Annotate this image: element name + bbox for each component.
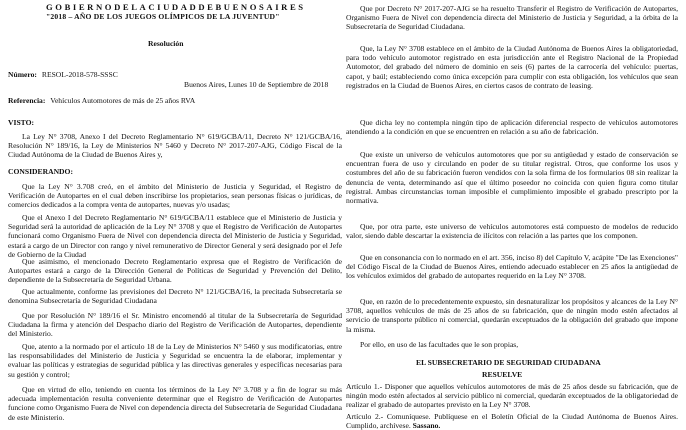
gobierno-heading: GOBIERNODELACIUDADDEBUENOSAIRES [46, 2, 306, 12]
articulo-2-text: Artículo 2.- Comuníquese. Publíquese en el Boletín Oficial de la Ciudad Autónoma de Buenos Aires. Cumplido, archívese. [346, 412, 678, 430]
numero-value: RESOL-2018-578-SSSC [41, 70, 118, 79]
considerando-paragraph: Que actualmente, conforme las previsiones del Decreto N° 121/GCBA/16, la precitada Subsecretaría se denomina Subsecretaría de Seguridad Ciudadana [8, 287, 342, 306]
place-date: Buenos Aires, Lunes 10 de Septiembre de 2018 [184, 80, 329, 89]
considerando-paragraph: Que en virtud de ello, teniendo en cuenta los términos de la Ley N° 3.708 y a fin de lograr su más adecuada implementación resulta conveniente determinar que el Registro de Verificación de Autopartes funcione como Organismo Fuera de Nivel con dependencia directa del Subsecretaría de Seguridad Ciudadana de este Ministerio. [8, 385, 342, 422]
considerando-paragraph: Que el Anexo I del Decreto Reglamentario N° 619/GCBA/11 establece que el Ministerio de Justicia y Seguridad será la autoridad de aplicación de la Ley N° 3708 y que el Registro de Verificación de Autopartes funcionará como Organismo Fuera de Nivel con dependencia directa del Ministerio de Justicia y Seguridad, estará a cargo de un Director con rango y nivel remunerativo de Director General y será designado por el Jefe de Gobierno de la Ciudad [8, 213, 342, 259]
referencia-row [8, 96, 195, 105]
considerando-paragraph: Por ello, en uso de las facultades que le son propias, [360, 340, 519, 349]
considerando-paragraph: Que, en razón de lo precedentemente expuesto, sin desnaturalizar los propósitos y alcances de la Ley N° 3708, aquellos vehículos de más de 25 años de su fabricación, que de ningún modo estén afectados al servicio de transporte público ni comercial, quedarán exceptuados de la obligación del grabado que impone la misma. [346, 297, 678, 334]
considerando-paragraph: Que, por otra parte, este universo de vehículos automotores está compuesto de modelos de reducido valor, siendo dable descartar la existencia de ilícitos con relación a las partes que los componen. [346, 222, 678, 241]
considerando-heading: CONSIDERANDO: [8, 167, 73, 176]
numero-row [8, 70, 118, 79]
visto-text: La Ley N° 3708, Anexo I del Decreto Reglamentario N° 619/GCBA/11, Decreto N° 121/GCBA/16, Resolución N° 189/16, la Ley de Ministerios N° 5460 y Decreto N° 2017-207-AJG, Código Fiscal de la Ciudad Autónoma de la Ciudad de Buenos Aires y, [8, 132, 342, 160]
considerando-paragraph: Que en consonancia con lo normado en el art. 356, inciso 8) del Capítulo V, acápite "De las Exenciones" del Código Fiscal de la Ciudad de Buenos Aires, entiendo adecuado establecer en 25 años la antigüedad de los vehículos eximidos del grabado de autopartes requerido en la Ley N° 3708. [346, 253, 678, 281]
articulo-2 [346, 412, 678, 430]
considerando-paragraph: Que, la Ley N° 3708 establece en el ámbito de la Ciudad Autónoma de Buenos Aires la obligatoriedad, para todo vehículo automotor registrado en esta jurisdicción ante el Registro Nacional de la Propiedad Automotor, del grabado del número de dominio en seis (6) partes de la carrocería del vehículo: puertas, capot, y baúl; estableciendo como única excepción para cumplir con esta obligación, los vehículos que sean registrados en la Ciudad de Buenos Aires, en ciertos casos de contrato de leasing. [346, 44, 678, 90]
subsecretario-heading: EL SUBSECRETARIO DE SEGURIDAD CIUDADANA [416, 358, 601, 367]
articulo-1: Artículo 1.- Disponer que aquellos vehículos automotores de más de 25 años desde su fabricación, que de ningún modo estén afectados al servicio público ni comercial, quedarán exceptuados de la obligatoriedad de realizar el grabado de autopartes previsto en la Ley N° 3708. [346, 382, 678, 410]
year-motto: "2018 – AÑO DE LOS JUEGOS OLÍMPICOS DE LA JUVENTUD" [46, 12, 280, 21]
considerando-paragraph: Que existe un universo de vehículos automotores que por su antigüedad y estado de conservación se encuentran fuera de uso y circulando en poder de su titular registral. Otros, que conforme los usos y costumbres del año de su fabricación fueron vendidos con la sola firma de los formularios 08 sin realizar la denuncia de venta, determinando así que el último poseedor no coincida con quien figura como titular registral. Ambas circunstancias tornan imposible el cumplimiento imposible el grabado prescripto por la normativa. [346, 150, 678, 206]
considerando-paragraph: Que la Ley N° 3.708 creó, en el ámbito del Ministerio de Justicia y Seguridad, el Registro de Verificación de Autopartes en el cual deben inscribirse los propietarios, sean personas físicas o jurídicas, de comercios dedicados a la compra venta de autopartes, nuevas y/o usadas; [8, 182, 342, 210]
referencia-value: Vehículos Automotores de más de 25 años RVA [50, 96, 196, 105]
resuelve-heading: RESUELVE [482, 370, 523, 379]
signature-name: Sassano. [412, 421, 441, 430]
considerando-paragraph: Que por Resolución N° 189/16 el Sr. Ministro encomendó al titular de la Subsecretaría de Seguridad Ciudadana la firma y atención del Despacho diario del Registro de Verificación de Autopartes, dependiente del Ministerio. [8, 311, 342, 339]
numero-label: Número: [8, 70, 37, 79]
considerando-paragraph: Que asimismo, el mencionado Decreto Reglamentario expresa que el Registro de Verificación de Autopartes estará a cargo de la Dirección General de Políticas de Seguridad y Prevención del Delito, dependiente de la Subsecretaría de Seguridad Urbana. [8, 257, 342, 285]
doc-type: Resolución [148, 39, 184, 48]
considerando-paragraph: Que dicha ley no contempla ningún tipo de aplicación diferencial respecto de vehículos automotores atendiendo a la condición en que se encuentren en relación a su año de fabricación. [346, 118, 678, 137]
visto-heading: VISTO: [8, 118, 35, 127]
referencia-label: Referencia: [8, 96, 46, 105]
considerando-paragraph: Que por Decreto N° 2017-207-AJG se ha resuelto Transferir el Registro de Verificación de Autopartes, Organismo Fuera de Nivel con dependencia directa del Ministerio de Justicia y Seguridad, a la órbita de la Subsecretaría de Seguridad Ciudadana. [346, 4, 678, 32]
considerando-paragraph: Que, atento a la normado por el artículo 18 de la Ley de Ministerios N° 5460 y sus modificatorias, entre las responsabilidades del Ministerio de Justicia y Seguridad se encuentra la de elaborar, implementar y evaluar las políticas y estrategias de seguridad pública y las directivas generales y específicas necesarias para su gestión y control; [8, 342, 342, 379]
